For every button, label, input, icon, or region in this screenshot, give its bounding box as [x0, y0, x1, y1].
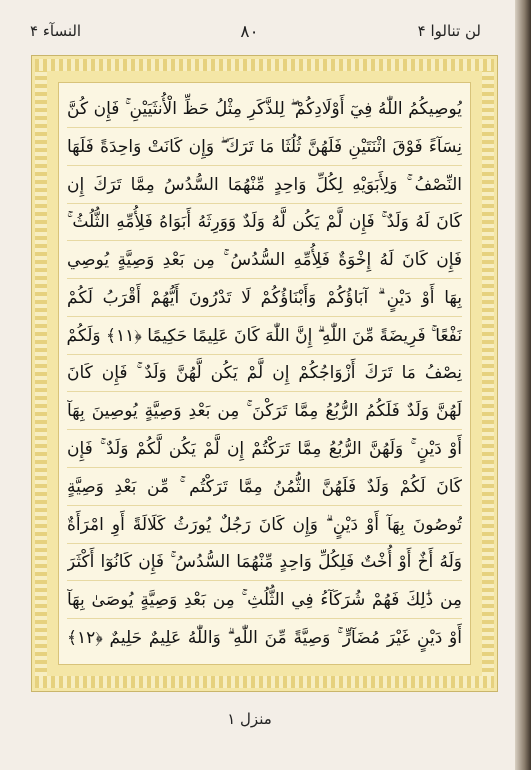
verse-line: مِن ذَٰلِكَ فَهُمْ شُرَكَآءُ فِي الثُّلُثِ ۚ مِن بَعْدِ وَصِيَّةٍ يُوصَىٰ بِهَآ	[67, 582, 462, 619]
book-spine	[515, 0, 531, 770]
verse-line: أَوْ دَيْنٍ غَيْرَ مُضَآرٍّ ۚ وَصِيَّةً مِّنَ اللّٰهِ ۗ وَاللّٰهُ عَلِيمٌ حَلِيمٌ ﴿١٢﴾	[67, 627, 462, 648]
juz-name: لن تنالوا ۴	[417, 22, 481, 40]
verse-line: كَانَ لَهُ وَلَدٌ ۚ فَإِن لَّمْ يَكُن لَّهُ وَلَدٌ وَوَرِثَهُ أَبَوَاهُ فَلِأُمِّهِ الثُّلُثُ ۚ	[67, 204, 462, 241]
verse-line: بِهَا أَوْ دَيْنٍ ۗ آبَاؤُكُمْ وَأَبْنَاؤُكُمْ لَا تَدْرُونَ أَيُّهُمْ أَقْرَبُ لَكُمْ	[67, 280, 462, 317]
verse-line: وَلَهُ أَخٌ أَوْ أُخْتٌ فَلِكُلِّ وَاحِدٍ مِّنْهُمَا السُّدُسُ ۚ فَإِن كَانُوٓا أَكْثَرَ	[67, 544, 462, 581]
verse-line: لَهُنَّ وَلَدٌ فَلَكُمُ الرُّبُعُ مِمَّا تَرَكْنَ ۚ مِن بَعْدِ وَصِيَّةٍ يُوصِينَ بِهَآ	[67, 393, 462, 430]
verse-line: كَانَ لَكُمْ وَلَدٌ فَلَهُنَّ الثُّمُنُ مِمَّا تَرَكْتُم ۚ مِّن بَعْدِ وَصِيَّةٍ	[67, 469, 462, 506]
ornamental-frame	[31, 55, 498, 692]
verse-line: نَفْعًا ۚ فَرِيضَةً مِّنَ اللّٰهِ ۗ إِنَّ اللّٰهَ كَانَ عَلِيمًا حَكِيمًا ﴿١١﴾ وَلَكُمْ	[67, 318, 462, 355]
page-number: ٨٠	[240, 22, 259, 42]
surah-name: النسآء ۴	[30, 22, 82, 40]
verse-line: نِسَآءً فَوْقَ اثْنَتَيْنِ فَلَهُنَّ ثُلُثَا مَا تَرَكَ ۖ وَإِن كَانَتْ وَاحِدَةً فَلَهَا	[67, 129, 462, 166]
text-panel	[58, 82, 471, 665]
verse-line: تُوصُونَ بِهَآ أَوْ دَيْنٍ ۗ وَإِن كَانَ رَجُلٌ يُورَثُ كَلَالَةً أَوِ امْرَأَةٌ	[67, 507, 462, 544]
verse-line: نِصْفُ مَا تَرَكَ أَزْوَاجُكُمْ إِن لَّمْ يَكُن لَّهُنَّ وَلَدٌ ۚ فَإِن كَانَ	[67, 355, 462, 392]
verse-line: أَوْ دَيْنٍ ۚ وَلَهُنَّ الرُّبُعُ مِمَّا تَرَكْتُمْ إِن لَّمْ يَكُن لَّكُمْ وَلَدٌ ۚ فَإِن	[67, 431, 462, 468]
verse-line: فَإِن كَانَ لَهُ إِخْوَةٌ فَلِأُمِّهِ السُّدُسُ ۚ مِن بَعْدِ وَصِيَّةٍ يُوصِي	[67, 242, 462, 279]
verse-line: النِّصْفُ ۚ وَلِأَبَوَيْهِ لِكُلِّ وَاحِدٍ مِّنْهُمَا السُّدُسُ مِمَّا تَرَكَ إِن	[67, 167, 462, 204]
verse-line: يُوصِيكُمُ اللّٰهُ فِيٓ أَوْلَادِكُمْ ۖ لِلذَّكَرِ مِثْلُ حَظِّ الْأُنثَيَيْنِ ۚ فَإِن كُنَّ	[67, 91, 462, 128]
manzil-label: منزل ۱	[227, 710, 272, 728]
verse-lines	[67, 91, 462, 656]
